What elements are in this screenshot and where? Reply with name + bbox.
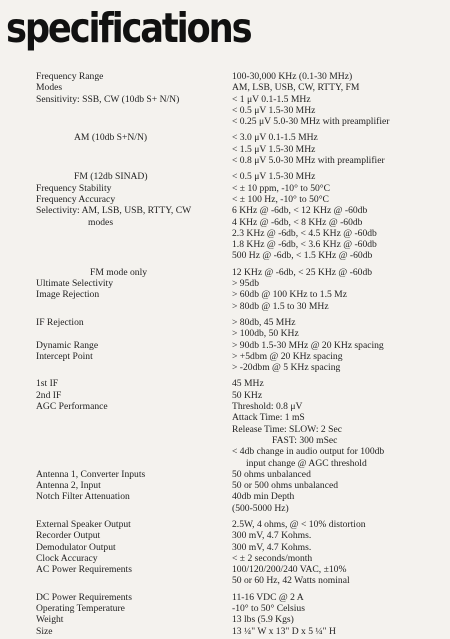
spec-value: > 80db @ 1.5 to 30 MHz (232, 300, 329, 312)
spec-label: 1st IF (36, 378, 59, 390)
spec-row (0, 435, 450, 446)
spec-row (0, 278, 450, 289)
page-title: specifications (6, 4, 251, 52)
spec-label: modes (88, 216, 114, 228)
spec-value: < 4db change in audio output for 100db (232, 446, 385, 458)
spec-row (0, 519, 450, 530)
spec-label: Notch Filter Attenuation (36, 491, 130, 503)
spec-row (0, 564, 450, 575)
spec-row (0, 217, 450, 228)
spec-row (0, 144, 450, 155)
spec-value: Release Time: SLOW: 2 Sec (232, 423, 342, 435)
spec-value: 300 mV, 4.7 Kohms. (232, 530, 312, 542)
spec-label: Recorder Output (36, 530, 101, 542)
spec-row (0, 328, 450, 339)
spec-label (0, 412, 232, 423)
spec-row (0, 469, 450, 480)
spec-value: Threshold: 0.8 μV (232, 401, 303, 413)
spec-row (0, 94, 450, 105)
spec-label (0, 503, 232, 514)
spec-value: (500-5000 Hz) (232, 502, 289, 514)
spec-label: AC Power Requirements (36, 564, 132, 576)
spec-row (0, 194, 450, 205)
spec-value: Attack Time: 1 mS (232, 412, 305, 424)
spec-label: Frequency Stability (36, 182, 112, 194)
spec-value: FAST: 300 mSec (272, 434, 338, 446)
spec-label: AM (10db S+N/N) (74, 132, 148, 144)
spec-value: 100/120/200/240 VAC, ±10% (232, 564, 347, 576)
spec-label: Dynamic Range (36, 339, 99, 351)
spec-row (0, 205, 450, 216)
spec-row (0, 503, 450, 514)
spec-value: 12 KHz @ -6db, < 25 KHz @ -60db (232, 266, 373, 278)
spec-row (0, 626, 450, 637)
spec-row (0, 424, 450, 435)
spec-value: < 1.5 μV 1.5-30 MHz (232, 143, 316, 155)
spec-label (0, 105, 232, 116)
spec-value: < 0.25 μV 5.0-30 MHz with preamplifier (232, 116, 390, 128)
spec-label: Frequency Range (36, 71, 104, 82)
spec-value: < 0.8 μV 5.0-30 MHz with preamplifier (232, 155, 385, 167)
spec-value: > 60db @ 100 KHz to 1.5 Mz (232, 289, 347, 301)
spec-label (0, 155, 232, 166)
spec-label (0, 228, 232, 239)
spec-label: Sensitivity: SSB, CW (10db S+ N/N) (36, 93, 180, 105)
spec-value: 2.5W, 4 ohms, @ < 10% distortion (232, 518, 366, 530)
spec-row (0, 82, 450, 93)
spec-label (0, 458, 232, 469)
spec-value: < 1 μV 0.1-1.5 MHz (232, 93, 311, 105)
spec-row (0, 412, 450, 423)
spec-value: > -20dbm @ 5 KHz spacing (232, 362, 341, 374)
spec-value: 11-16 VDC @ 2 A (232, 591, 304, 603)
spec-value: > 95db (232, 278, 259, 290)
spec-row (0, 351, 450, 362)
spec-row (0, 239, 450, 250)
spec-value: > 90db 1.5-30 MHz @ 20 KHz spacing (232, 339, 384, 351)
spec-label: Frequency Accuracy (36, 193, 116, 205)
spec-row (0, 378, 450, 389)
spec-value: input change @ AGC threshold (246, 457, 367, 469)
spec-row (0, 542, 450, 553)
spec-row (0, 228, 450, 239)
spec-value: 6 KHz @ -6db, < 12 KHz @ -60db (232, 205, 368, 217)
spec-value: 300 mV, 4.7 Kohms. (232, 541, 312, 553)
spec-row (0, 530, 450, 541)
spec-label: Operating Temperature (36, 603, 125, 615)
spec-value: 50 or 500 ohms unbalanced (232, 480, 339, 492)
spec-label: DC Power Requirements (36, 591, 132, 603)
spec-label: FM (12db SINAD) (74, 171, 148, 183)
spec-row (0, 592, 450, 603)
spec-value: < ± 10 ppm, -10° to 50°C (232, 182, 331, 194)
spec-row (0, 267, 450, 278)
spec-label (0, 435, 232, 446)
spec-row (0, 71, 450, 82)
spec-value: 45 MHz (232, 378, 264, 390)
spec-label: 2nd IF (36, 389, 62, 401)
spec-row (0, 289, 450, 300)
spec-row (0, 105, 450, 116)
spec-value: < ± 100 Hz, -10° to 50°C (232, 193, 329, 205)
spec-row (0, 340, 450, 351)
spec-value: < 3.0 μV 0.1-1.5 MHz (232, 132, 318, 144)
spec-label (0, 301, 232, 312)
spec-label: Weight (36, 614, 64, 626)
spec-row (0, 362, 450, 373)
spec-table (0, 71, 450, 637)
spec-label: Intercept Point (36, 350, 93, 362)
spec-label (0, 250, 232, 261)
spec-row (0, 183, 450, 194)
spec-value: 13 lbs (5.9 Kgs) (232, 614, 294, 626)
spec-row (0, 171, 450, 182)
spec-value: AM, LSB, USB, CW, RTTY, FM (232, 82, 360, 94)
spec-label (0, 446, 232, 457)
spec-row (0, 317, 450, 328)
spec-value: < ± 2 seconds/month (232, 552, 313, 564)
spec-row (0, 401, 450, 412)
spec-value: 50 or 60 Hz, 42 Watts nominal (232, 575, 350, 587)
spec-value: > 100db, 50 KHz (232, 328, 299, 340)
spec-row (0, 575, 450, 586)
spec-label: External Speaker Output (36, 518, 131, 530)
spec-value: -10° to 50° Celsius (232, 603, 305, 615)
spec-label (0, 575, 232, 586)
spec-label: AGC Performance (36, 401, 108, 413)
spec-label: Antenna 2, Input (36, 480, 101, 492)
spec-value: > +5dbm @ 20 KHz spacing (232, 350, 343, 362)
spec-row (0, 301, 450, 312)
spec-row (0, 480, 450, 491)
spec-label: Antenna 1, Converter Inputs (36, 468, 146, 480)
spec-value: 1.8 KHz @ -6db, < 3.6 KHz @ -60db (232, 239, 377, 251)
spec-value: 50 ohms unbalanced (232, 468, 311, 480)
spec-value: 500 Hz @ -6db, < 1.5 KHz @ -60db (232, 250, 373, 262)
spec-value: 50 KHz (232, 389, 263, 401)
spec-row (0, 116, 450, 127)
spec-row (0, 614, 450, 625)
spec-label (0, 239, 232, 250)
spec-row (0, 155, 450, 166)
spec-row (0, 390, 450, 401)
spec-value: 40db min Depth (232, 491, 295, 503)
spec-label: IF Rejection (36, 316, 84, 328)
spec-value: < 0.5 μV 1.5-30 MHz (232, 171, 316, 183)
spec-row (0, 603, 450, 614)
spec-value: 2.3 KHz @ -6db, < 4.5 KHz @ -60db (232, 227, 377, 239)
spec-label (0, 362, 232, 373)
spec-value: 13 ¼" W x 13" D x 5 ¼" H (232, 625, 336, 637)
spec-value: 100-30,000 KHz (0.1-30 MHz) (232, 71, 353, 82)
spec-value: < 0.5 μV 1.5-30 MHz (232, 104, 316, 116)
spec-value: 4 KHz @ -6db, < 8 KHz @ -60db (232, 216, 363, 228)
spec-label (0, 144, 232, 155)
spec-label: Ultimate Selectivity (36, 278, 113, 290)
spec-label: Selectivity: AM, LSB, USB, RTTY, CW (36, 205, 192, 217)
spec-label: Image Rejection (36, 289, 100, 301)
spec-value: > 80db, 45 MHz (232, 316, 296, 328)
spec-label (0, 328, 232, 339)
spec-row (0, 491, 450, 502)
spec-label (0, 116, 232, 127)
spec-label: Modes (36, 82, 63, 94)
spec-row (0, 250, 450, 261)
spec-label: Demodulator Output (36, 541, 116, 553)
spec-label: Size (36, 625, 53, 637)
spec-label: Clock Accuracy (36, 552, 98, 564)
spec-label: FM mode only (90, 266, 148, 278)
spec-row (0, 132, 450, 143)
spec-row (0, 553, 450, 564)
spec-row (0, 458, 450, 469)
spec-row (0, 446, 450, 457)
spec-label (0, 424, 232, 435)
